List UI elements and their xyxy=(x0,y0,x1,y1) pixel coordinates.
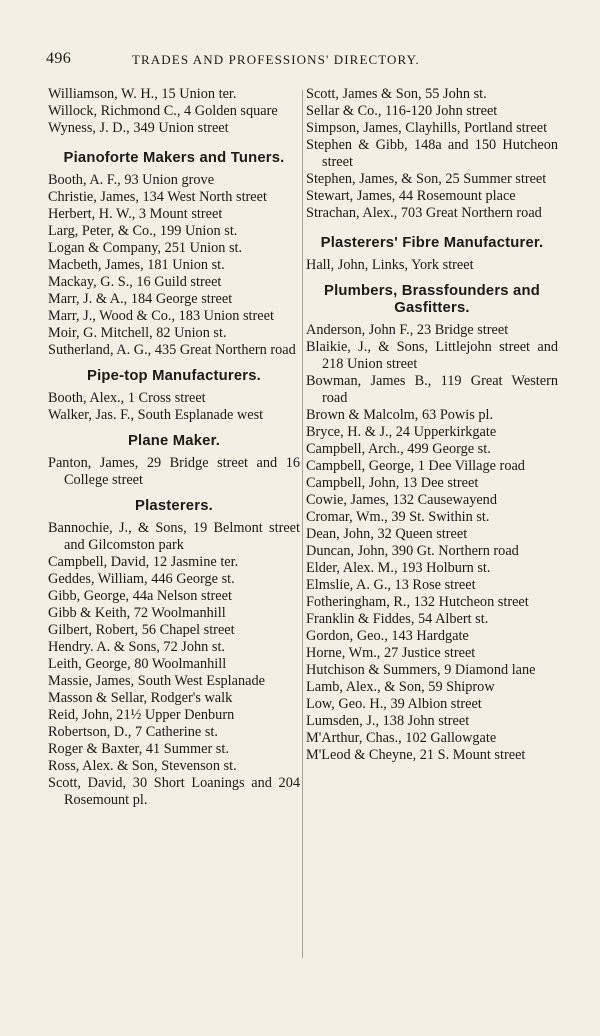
directory-entry: Simpson, James, Clayhills, Portland street xyxy=(306,120,548,136)
directory-entry: Hall, John, Links, York street xyxy=(306,257,474,273)
directory-entry: Macbeth, James, 181 Union st. xyxy=(48,257,225,273)
page-number: 496 xyxy=(46,50,72,67)
directory-entry: Stephen & Gibb, 148a and 150 Hutcheon street xyxy=(306,137,558,170)
directory-entry: Walker, Jas. F., South Esplanade west xyxy=(48,407,264,423)
directory-entry: Lumsden, J., 138 John street xyxy=(306,713,470,729)
directory-entry: Elmslie, A. G., 13 Rose street xyxy=(306,577,476,593)
directory-entry: Marr, J. & A., 184 George street xyxy=(48,291,233,307)
directory-entry: Campbell, David, 12 Jasmine ter. xyxy=(48,554,239,570)
directory-entry: Horne, Wm., 27 Justice street xyxy=(306,645,476,661)
directory-entry: Duncan, John, 390 Gt. Northern road xyxy=(306,543,519,559)
directory-entry: Blaikie, J., & Sons, Littlejohn street and 218 Union street xyxy=(306,339,558,372)
directory-entry: Cromar, Wm., 39 St. Swithin st. xyxy=(306,509,490,525)
column-divider xyxy=(302,90,303,958)
directory-entry: Gibb, George, 44a Nelson street xyxy=(48,588,232,604)
directory-entry: Gilbert, Robert, 56 Chapel street xyxy=(48,622,235,638)
section-heading: Plasterers. xyxy=(135,498,213,514)
directory-entry: Campbell, John, 13 Dee street xyxy=(306,475,479,491)
left-column xyxy=(48,86,300,809)
directory-entry: Hendry. A. & Sons, 72 John st. xyxy=(48,639,226,655)
directory-entry: Elder, Alex. M., 193 Holburn st. xyxy=(306,560,491,576)
directory-entry: Sutherland, A. G., 435 Great Northern road xyxy=(48,342,296,358)
directory-entry: Larg, Peter, & Co., 199 Union st. xyxy=(48,223,238,239)
directory-entry: Stewart, James, 44 Rosemount place xyxy=(306,188,516,204)
directory-entry: Willock, Richmond C., 4 Golden square xyxy=(48,103,278,119)
directory-entry: M'Arthur, Chas., 102 Gallowgate xyxy=(306,730,497,746)
directory-entry: Lamb, Alex., & Son, 59 Shiprow xyxy=(306,679,495,695)
directory-entry: Booth, A. F., 93 Union grove xyxy=(48,172,215,188)
directory-entry: Franklin & Fiddes, 54 Albert st. xyxy=(306,611,489,627)
right-column xyxy=(306,86,558,764)
directory-entry: Stephen, James, & Son, 25 Summer street xyxy=(306,171,547,187)
section-heading: Pianoforte Makers and Tuners. xyxy=(63,150,285,166)
directory-entry: Brown & Malcolm, 63 Powis pl. xyxy=(306,407,494,423)
directory-entry: Low, Geo. H., 39 Albion street xyxy=(306,696,482,712)
directory-entry: Wyness, J. D., 349 Union street xyxy=(48,120,229,136)
directory-entry: Marr, J., Wood & Co., 183 Union street xyxy=(48,308,274,324)
section-heading: Pipe-top Manufacturers. xyxy=(87,368,261,384)
directory-entry: Roger & Baxter, 41 Summer st. xyxy=(48,741,229,757)
page-header xyxy=(46,50,466,72)
directory-entry: Fotheringham, R., 132 Hutcheon street xyxy=(306,594,529,610)
directory-entry: Hutchison & Summers, 9 Diamond lane xyxy=(306,662,536,678)
running-title: TRADES AND PROFESSIONS' DIRECTORY. xyxy=(132,52,420,67)
directory-entry: Campbell, Arch., 499 George st. xyxy=(306,441,491,457)
directory-entry: Massie, James, South West Esplanade xyxy=(48,673,265,689)
directory-entry: Bannochie, J., & Sons, 19 Belmont street and Gilcomston park xyxy=(48,520,300,553)
directory-entry: Logan & Company, 251 Union st. xyxy=(48,240,243,256)
directory-entry: Anderson, John F., 23 Bridge street xyxy=(306,322,509,338)
directory-entry: Cowie, James, 132 Causewayend xyxy=(306,492,497,508)
directory-entry: Williamson, W. H., 15 Union ter. xyxy=(48,86,237,102)
directory-entry: Sellar & Co., 116-120 John street xyxy=(306,103,498,119)
directory-entry: Campbell, George, 1 Dee Village road xyxy=(306,458,525,474)
directory-entry: Gordon, Geo., 143 Hardgate xyxy=(306,628,469,644)
section-heading: Plumbers, Brassfounders and Gasfitters. xyxy=(324,283,540,316)
directory-entry: Ross, Alex. & Son, Stevenson st. xyxy=(48,758,237,774)
directory-entry: M'Leod & Cheyne, 21 S. Mount street xyxy=(306,747,526,763)
directory-entry: Reid, John, 21½ Upper Denburn xyxy=(48,707,235,723)
directory-entry: Booth, Alex., 1 Cross street xyxy=(48,390,206,406)
directory-entry: Christie, James, 134 West North street xyxy=(48,189,267,205)
section-heading: Plane Maker. xyxy=(127,433,221,449)
directory-entry: Geddes, William, 446 George st. xyxy=(48,571,235,587)
directory-entry: Scott, James & Son, 55 John st. xyxy=(306,86,487,102)
directory-entry: Strachan, Alex., 703 Great Northern road xyxy=(306,205,542,221)
directory-entry: Herbert, H. W., 3 Mount street xyxy=(48,206,223,222)
directory-entry: Bryce, H. & J., 24 Upperkirkgate xyxy=(306,424,497,440)
directory-entry: Masson & Sellar, Rodger's walk xyxy=(48,690,233,706)
directory-entry: Bowman, James B., 119 Great Western road xyxy=(306,373,558,406)
directory-entry: Robertson, D., 7 Catherine st. xyxy=(48,724,218,740)
directory-entry: Dean, John, 32 Queen street xyxy=(306,526,468,542)
directory-entry: Mackay, G. S., 16 Guild street xyxy=(48,274,222,290)
section-heading: Plasterers' Fibre Manufacturer. xyxy=(320,235,544,251)
directory-entry: Moir, G. Mitchell, 82 Union st. xyxy=(48,325,227,341)
directory-entry: Leith, George, 80 Woolmanhill xyxy=(48,656,227,672)
directory-entry: Gibb & Keith, 72 Woolmanhill xyxy=(48,605,226,621)
directory-entry: Panton, James, 29 Bridge street and 16 College street xyxy=(48,455,300,488)
directory-entry: Scott, David, 30 Short Loanings and 204 Rosemount pl. xyxy=(48,775,300,808)
